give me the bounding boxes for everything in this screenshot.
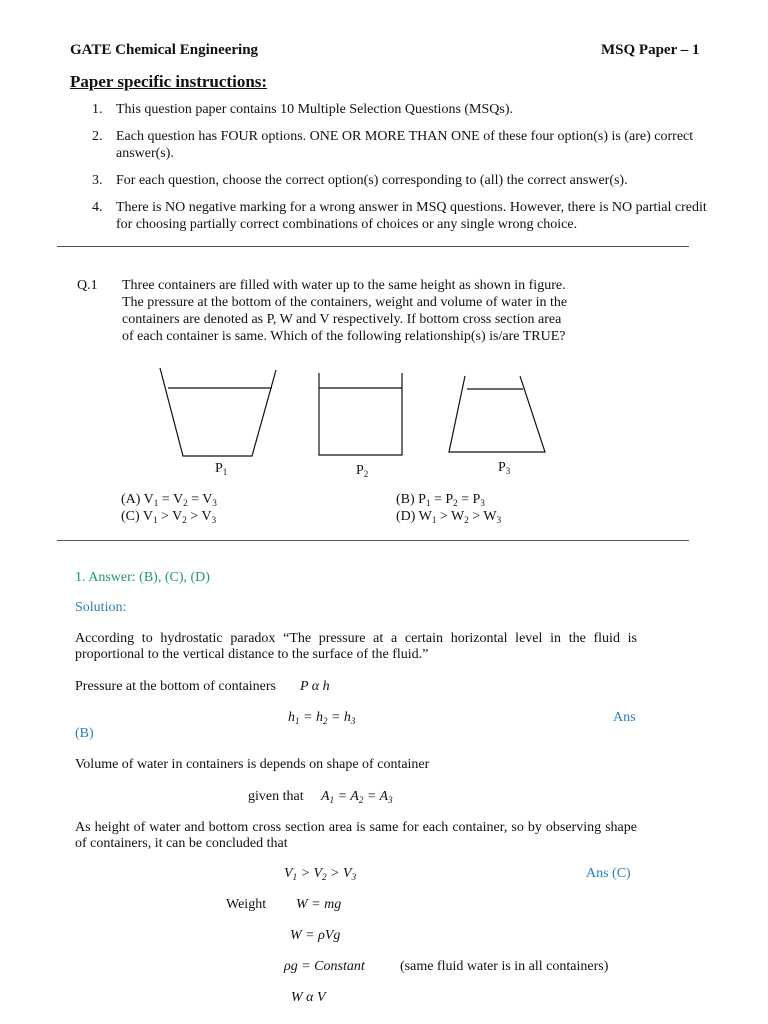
answer-line: 1. Answer: (B), (C), (D) bbox=[75, 570, 210, 585]
paragraph-height: As height of water and bottom cross section area is same for each container, so by observing shape of containers, it can be concluded that bbox=[75, 820, 637, 851]
weight-proportional: W α V bbox=[291, 990, 326, 1005]
question-line: Three containers are filled with water up to the same height as shown in figure. bbox=[122, 278, 566, 293]
pressure-label: Pressure at the bottom of containers bbox=[75, 679, 277, 694]
volume-inequality: $V_1 > V_2 > V_3$ bbox=[284, 866, 357, 882]
question-line: The pressure at the bottom of the containers, weight and volume of water in the bbox=[122, 295, 568, 310]
option-d: (D) $W_1 > W_2 > W_3$ bbox=[396, 509, 502, 525]
height-equation: $h_1 = h_2 = h_3$ bbox=[288, 710, 356, 726]
answer-b-tag: Ans bbox=[613, 710, 636, 725]
instruction-number: 1. bbox=[92, 102, 103, 117]
instruction-number: 2. bbox=[92, 129, 103, 144]
container-1 bbox=[160, 368, 276, 456]
container-2 bbox=[319, 373, 402, 455]
label-p2: $P_2$ bbox=[356, 463, 369, 479]
instruction-text: For each question, choose the correct option(s) corresponding to (all) the correct answer(s). bbox=[116, 173, 628, 188]
weight-mg: W = mg bbox=[296, 897, 342, 912]
pressure-relation: P α h bbox=[300, 679, 330, 694]
weight-rho: W = ρVg bbox=[290, 928, 341, 943]
same-fluid-note: (same fluid water is in all containers) bbox=[400, 959, 609, 974]
answer-b-tag-cont: (B) bbox=[75, 726, 94, 741]
solution-label: Solution: bbox=[75, 600, 127, 615]
option-a: (A) $V_1 = V_2 = V_3$ bbox=[121, 492, 217, 508]
area-equation: $A_1 = A_2 = A_3$ bbox=[321, 789, 393, 805]
instruction-text: Each question has FOUR options. ONE OR MORE THAN ONE of these four option(s) is (are) correct answer(s). bbox=[116, 129, 694, 161]
instruction-text: There is NO negative marking for a wrong answer in MSQ questions. However, there is NO partial credit for choosing partially correct combinations of choices or any single wrong choice. bbox=[116, 200, 707, 232]
instructions-heading: Paper specific instructions: bbox=[70, 72, 268, 91]
instruction-number: 3. bbox=[92, 173, 103, 188]
label-p3: $P_3$ bbox=[498, 460, 511, 476]
option-b: (B) $P_1 = P_2 = P_3$ bbox=[396, 492, 485, 508]
question-line: of each container is same. Which of the following relationship(s) is/are TRUE? bbox=[122, 329, 566, 344]
answer-c-tag: Ans (C) bbox=[586, 866, 631, 881]
given-that-label: given that bbox=[248, 789, 304, 804]
question-line: containers are denoted as P, W and V respectively. If bottom cross section area bbox=[122, 312, 562, 327]
volume-text: Volume of water in containers is depends on shape of container bbox=[75, 757, 430, 772]
container-3 bbox=[449, 376, 545, 452]
weight-label: Weight bbox=[226, 897, 267, 912]
header-right: MSQ Paper – 1 bbox=[601, 42, 700, 58]
header-left: GATE Chemical Engineering bbox=[70, 42, 259, 58]
paragraph-hydrostatic: According to hydrostatic paradox “The pressure at a certain horizontal level in the fluid is proportional to the vertical distance to the surface of the fluid.” bbox=[75, 631, 637, 662]
label-p1: $P_1$ bbox=[215, 461, 228, 477]
option-c: (C) $V_1 > V_2 > V_3$ bbox=[121, 509, 217, 525]
instruction-number: 4. bbox=[92, 200, 103, 215]
section-divider bbox=[57, 540, 689, 541]
question-label: Q.1 bbox=[77, 278, 98, 293]
rho-constant: ρg = Constant bbox=[284, 959, 365, 974]
instruction-text: This question paper contains 10 Multiple Selection Questions (MSQs). bbox=[116, 102, 514, 117]
